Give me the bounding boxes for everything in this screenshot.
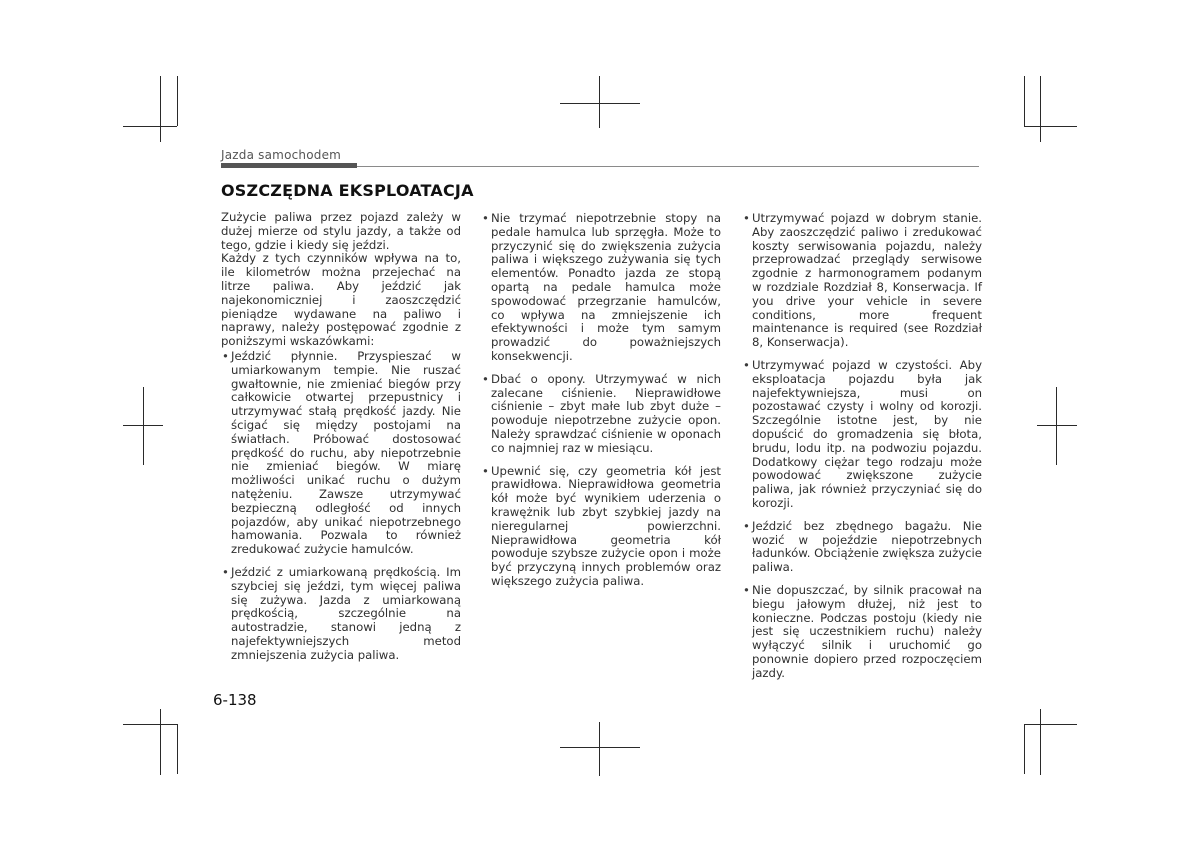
text-column-1 (221, 211, 461, 672)
list-item: • Nie dopuszczać, by silnik pracował na biegu jałowym dłużej, niż jest to konieczne. Podczas postoju (kiedy nie jest się uczestnikiem ruchu) należy wyłączyć silnik i uruchomić go ponownie dopiero przed rozpoczęciem jazdy. (742, 584, 982, 681)
tips-list (221, 350, 461, 663)
tips-list (742, 212, 982, 681)
list-item: • Dbać o opony. Utrzymywać w nich zalecane ciśnienie. Nieprawidłowe ciśnienie – zbyt małe lub zbyt duże – powoduje niepotrzebne zużycie opon. Należy sprawdzać ciśnienie w oponach co najmniej raz w miesiącu. (481, 373, 721, 456)
list-item: • Jeździć z umiarkowaną prędkością. Im szybciej się jeździ, tym więcej paliwa się zużywa. Jazda z umiarkowaną prędkością, szczególnie na autostradzie, stanowi jedną z najefektywniejszych metod zmniejszenia zużycia paliwa. (221, 566, 461, 663)
tips-list (481, 212, 721, 589)
intro-paragraph: Zużycie paliwa przez pojazd zależy w dużej mierze od stylu jazdy, a także od tego, gdzie i kiedy się jeździ. (221, 210, 461, 252)
intro-paragraph: Każdy z tych czynników wpływa na to, ile kilometrów można przejechać na litrze paliwa. Aby jeździć jak najekonomiczniej i zaoszczędzić pieniądze wydawane na paliwo i naprawy, należy postępować zgodnie z poniższymi wskazówkami: (221, 251, 461, 349)
text-column-2 (481, 212, 721, 598)
page-title: OSZCZĘDNA EKSPLOATACJA (221, 181, 474, 200)
list-item: • Utrzymywać pojazd w dobrym stanie. Aby zaoszczędzić paliwo i zredukować koszty serwisowania pojazdu, należy przeprowadzać przeglądy serwisowe zgodnie z harmonogramem podanym w rozdziale Rozdział 8, Konserwacja. If you drive your vehicle in severe conditions, more frequent maintenance is required (see Rozdział 8, Konserwacja). (742, 212, 982, 350)
text-column-3 (742, 212, 982, 690)
page-number: 6-138 (213, 691, 257, 709)
list-item: • Nie trzymać niepotrzebnie stopy na pedale hamulca lub sprzęgła. Może to przyczynić się do zwiększenia zużycia paliwa i większego zużywania się tych elementów. Ponadto jazda ze stopą opartą na pedale hamulca może spowodować przegrzanie hamulców, co wpływa na zmniejszenie ich efektywności i może tym samym prowadzić do poważniejszych konsekwencji. (481, 212, 721, 364)
list-item: • Jeździć płynnie. Przyspieszać w umiarkowanym tempie. Nie ruszać gwałtownie, nie zmieniać biegów przy całkowicie otwartej przepustnicy i utrzymywać stałą prędkość jazdy. Nie ścigać się między postojami na światłach. Próbować dostosować prędkość do ruchu, aby niepotrzebnie nie zmieniać biegów. W miarę możliwości unikać ruchu o dużym natężeniu. Zawsze utrzymywać bezpieczną odległość od innych pojazdów, aby unikać niepotrzebnego hamowania. Pozwala to również zredukować zużycie hamulców. (221, 350, 461, 557)
section-header-rule (357, 166, 979, 167)
list-item: • Utrzymywać pojazd w czystości. Aby eksploatacja pojazdu była jak najefektywniejsza, musi on pozostawać czysty i wolny od korozji. Szczególnie istotne jest, by nie dopuścić do gromadzenia się błota, brudu, lodu itp. na podwoziu pojazdu. Dodatkowy ciężar tego rodzaju może powodować zwiększone zużycie paliwa, jak również przyczyniać się do korozji. (742, 359, 982, 511)
section-header: Jazda samochodem (221, 148, 342, 162)
list-item: • Jeździć bez zbędnego bagażu. Nie wozić w pojeździe niepotrzebnych ładunków. Obciążenie zwiększa zużycie paliwa. (742, 520, 982, 575)
list-item: • Upewnić się, czy geometria kół jest prawidłowa. Nieprawidłowa geometria kół może być wynikiem uderzenia o krawężnik lub zbyt szybkiej jazdy na nieregularnej powierzchni. Nieprawidłowa geometria kół powoduje szybsze zużycie opon i może być przyczyną innych problemów oraz większego zużycia paliwa. (481, 465, 721, 589)
section-header-bar (221, 163, 357, 168)
